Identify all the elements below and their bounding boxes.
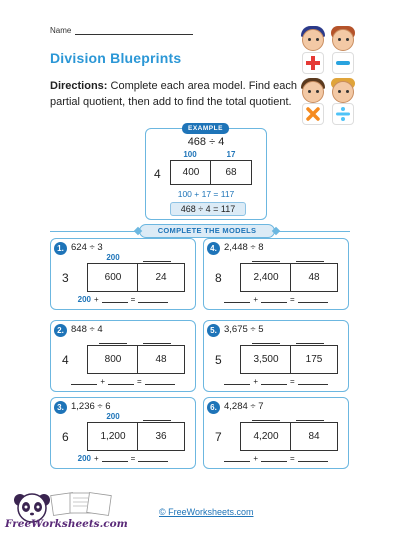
- problem-card: [203, 238, 349, 310]
- total-blank[interactable]: [298, 302, 328, 303]
- problem-number: 3.: [54, 401, 67, 414]
- logo-text: FreeWorksheets.com: [5, 518, 128, 530]
- top-right-blank[interactable]: [296, 261, 324, 262]
- box-left: 3,500: [240, 345, 292, 374]
- minus-icon: [332, 52, 354, 74]
- example-panel: [145, 125, 267, 220]
- top-right-blank[interactable]: [143, 343, 171, 344]
- name-line[interactable]: [75, 34, 193, 35]
- problem-card: [50, 320, 196, 392]
- sum-first-blank[interactable]: [71, 384, 97, 385]
- box-right: 48: [290, 263, 338, 292]
- example-top-right: 17: [226, 150, 236, 159]
- divisor: 4: [62, 353, 69, 367]
- sum-second-blank[interactable]: [261, 302, 287, 303]
- top-left-quotient: 200: [106, 412, 120, 421]
- top-left-blank[interactable]: [252, 420, 280, 421]
- example-problem: 468 ÷ 4: [187, 136, 225, 148]
- girl-face-icon: [332, 29, 354, 51]
- divisor: 8: [215, 271, 222, 285]
- box-left: 4,200: [240, 422, 292, 451]
- section-banner: COMPLETE THE MODELS: [139, 224, 275, 238]
- sum-second-blank[interactable]: [102, 461, 128, 462]
- panda-logo-icon: [2, 488, 132, 538]
- sum-first-blank[interactable]: [224, 384, 250, 385]
- sum-row: [204, 377, 348, 386]
- top-right-blank[interactable]: [296, 420, 324, 421]
- example-top-left: 100: [183, 150, 197, 159]
- total-blank[interactable]: [138, 461, 168, 462]
- directions-label: Directions:: [50, 80, 108, 92]
- total-blank[interactable]: [138, 302, 168, 303]
- top-left-blank[interactable]: [252, 261, 280, 262]
- total-blank[interactable]: [298, 461, 328, 462]
- times-icon: [302, 103, 324, 125]
- logo: [2, 488, 132, 538]
- example-box-left: 400: [170, 160, 212, 185]
- divisor: 6: [62, 430, 69, 444]
- sum-row: [204, 295, 348, 304]
- sum-row: [51, 454, 195, 463]
- problem-number: 4.: [207, 242, 220, 255]
- divisor: 3: [62, 271, 69, 285]
- problem-text: 2,448 ÷ 8: [224, 242, 264, 253]
- boy-face-icon: [302, 81, 324, 103]
- kids-illustration: [299, 26, 395, 126]
- boy-face-icon: [302, 29, 324, 51]
- example-divisor: 4: [154, 167, 161, 181]
- example-sum: 100 + 17 = 117: [177, 189, 235, 199]
- top-right-blank[interactable]: [143, 261, 171, 262]
- problem-text: 3,675 ÷ 5: [224, 324, 264, 335]
- plus-sign: +: [94, 454, 99, 463]
- plus-sign: +: [94, 295, 99, 304]
- problem-card: [203, 397, 349, 469]
- equals-sign: =: [290, 295, 295, 304]
- box-left: 600: [87, 263, 139, 292]
- equals-sign: =: [290, 454, 295, 463]
- problem-text: 624 ÷ 3: [71, 242, 103, 253]
- problem-number: 5.: [207, 324, 220, 337]
- problem-text: 848 ÷ 4: [71, 324, 103, 335]
- name-field[interactable]: [50, 26, 193, 35]
- directions-text: Complete each area model. Find each partial quotient, then add to find the total quotient.: [50, 80, 298, 108]
- box-right: 24: [137, 263, 185, 292]
- girl-face-icon: [332, 81, 354, 103]
- sum-row: [204, 454, 348, 463]
- box-right: 175: [290, 345, 338, 374]
- problem-card: [50, 238, 196, 310]
- problem-number: 1.: [54, 242, 67, 255]
- divisor: 7: [215, 430, 222, 444]
- problem-number: 2.: [54, 324, 67, 337]
- total-blank[interactable]: [298, 384, 328, 385]
- equals-sign: =: [130, 295, 136, 304]
- plus-sign: +: [253, 377, 258, 386]
- sum-second-blank[interactable]: [102, 302, 128, 303]
- top-left-blank[interactable]: [99, 343, 127, 344]
- name-label: Name: [50, 26, 72, 35]
- equals-sign: =: [130, 454, 136, 463]
- top-left-quotient: 200: [106, 253, 120, 262]
- directions: [50, 78, 312, 110]
- sum-second-blank[interactable]: [108, 384, 134, 385]
- plus-sign: +: [253, 295, 258, 304]
- problem-text: 4,284 ÷ 7: [224, 401, 264, 412]
- sum-second-blank[interactable]: [261, 384, 287, 385]
- equals-sign: =: [137, 377, 142, 386]
- box-right: 36: [137, 422, 185, 451]
- top-right-blank[interactable]: [296, 343, 324, 344]
- divide-icon: [332, 103, 354, 125]
- page-title: Division Blueprints: [50, 50, 182, 66]
- divisor: 5: [215, 353, 222, 367]
- equals-sign: =: [290, 377, 295, 386]
- sum-first-blank[interactable]: [224, 461, 250, 462]
- total-blank[interactable]: [145, 384, 175, 385]
- example-tag: EXAMPLE: [182, 123, 229, 134]
- sum-first: 200: [77, 295, 91, 304]
- footer-link[interactable]: © FreeWorksheets.com: [159, 507, 254, 517]
- problem-card: [203, 320, 349, 392]
- problem-number: 6.: [207, 401, 220, 414]
- box-right: 48: [137, 345, 185, 374]
- sum-row: [51, 377, 195, 386]
- sum-first-blank[interactable]: [224, 302, 250, 303]
- example-answer: 468 ÷ 4 = 117: [170, 202, 246, 216]
- plus-sign: +: [100, 377, 105, 386]
- sum-row: [51, 295, 195, 304]
- problem-text: 1,236 ÷ 6: [71, 401, 111, 412]
- box-left: 1,200: [87, 422, 139, 451]
- example-box-right: 68: [210, 160, 252, 185]
- sum-second-blank[interactable]: [261, 461, 287, 462]
- box-left: 800: [87, 345, 139, 374]
- sum-first: 200: [77, 454, 91, 463]
- box-left: 2,400: [240, 263, 292, 292]
- plus-sign: +: [253, 454, 258, 463]
- plus-icon: [302, 52, 324, 74]
- box-right: 84: [290, 422, 338, 451]
- top-right-blank[interactable]: [143, 420, 171, 421]
- problem-card: [50, 397, 196, 469]
- top-left-blank[interactable]: [252, 343, 280, 344]
